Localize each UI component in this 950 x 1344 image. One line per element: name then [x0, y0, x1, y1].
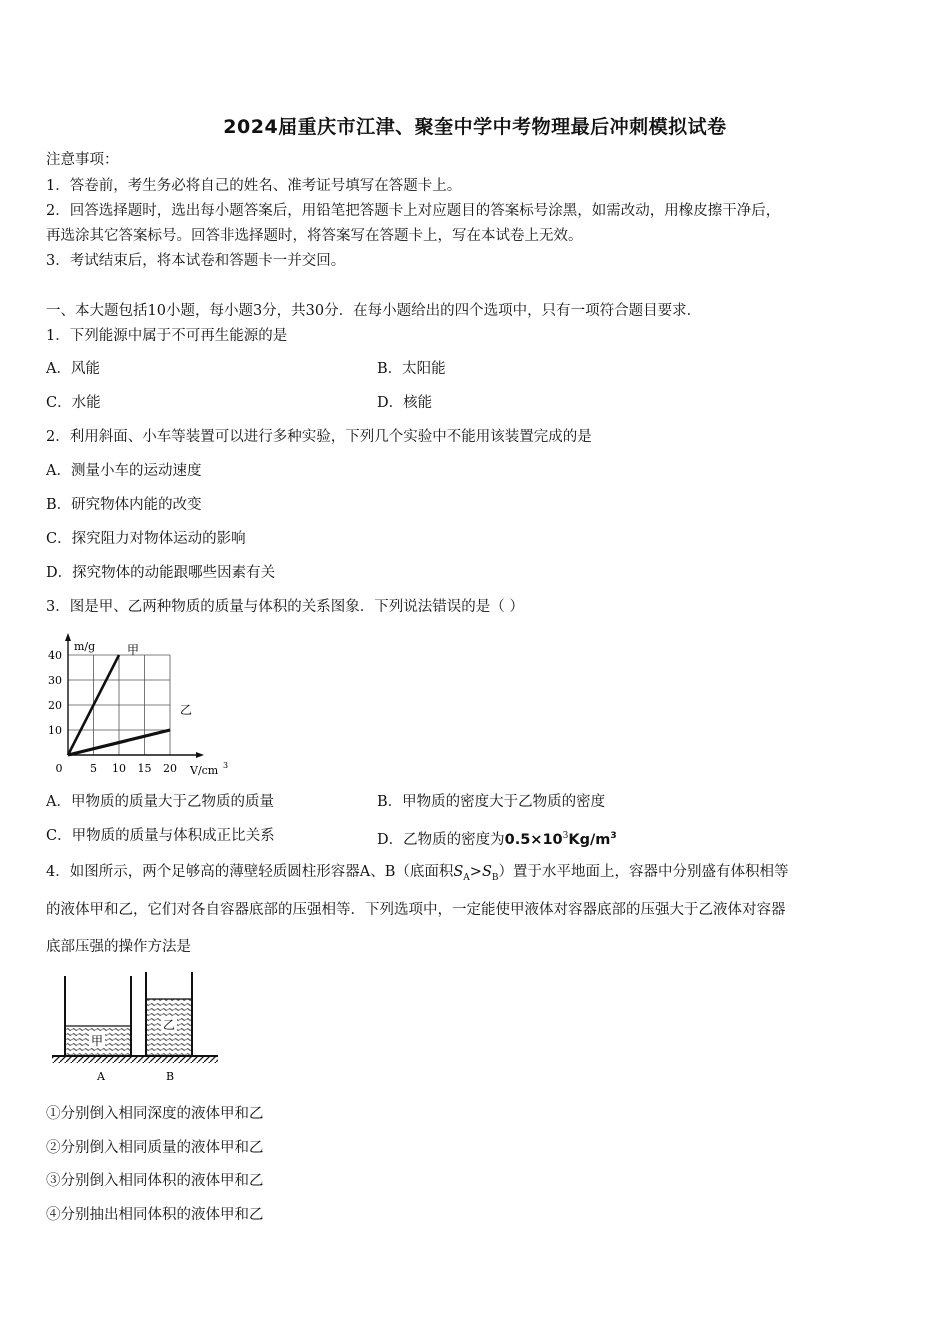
q4-option-3[interactable]: ③分别倒入相同体积的液体甲和乙	[46, 1173, 264, 1189]
q4-sa: S	[453, 864, 464, 880]
y-tick-label: 20	[48, 699, 62, 712]
notice-item-1: 1．答卷前，考生务必将自己的姓名、准考证号填写在答题卡上。	[46, 178, 462, 194]
q3-option-d-prefix: D．乙物质的密度为	[377, 831, 505, 848]
y-tick-label: 10	[48, 724, 62, 737]
q2-option-b[interactable]: B．研究物体内能的改变	[46, 497, 202, 513]
notice-heading: 注意事项：	[46, 152, 119, 168]
y-axis-arrow	[65, 633, 71, 641]
q4-stem-line3: 底部压强的操作方法是	[46, 939, 191, 955]
mass-volume-chart	[40, 628, 240, 778]
ground	[52, 1056, 218, 1063]
q4-stem-line1	[46, 862, 789, 888]
q4-sa-sub: A	[463, 872, 470, 883]
y-axis-label: m/g	[74, 640, 96, 653]
q3-option-d-unit-exp: 3	[610, 831, 617, 841]
q4-sb: S	[481, 864, 492, 880]
q3-option-d[interactable]	[377, 826, 617, 850]
q1-option-c[interactable]: C．水能	[46, 395, 101, 411]
section-heading: 一、本大题包括10小题，每小题3分，共30分．在每小题给出的四个选项中，只有一项符合题目要求．	[46, 303, 702, 319]
page-title: 2024届重庆市江津、聚奎中学中考物理最后冲刺模拟试卷	[223, 116, 727, 138]
q1-option-d[interactable]: D．核能	[377, 395, 433, 411]
q2-option-c[interactable]: C．探究阻力对物体运动的影响	[46, 531, 246, 547]
q4-stem-part-a: 4．如图所示，两个足够高的薄壁轻质圆柱形容器A、B（底面积	[46, 864, 454, 880]
series-name-jia: 甲	[127, 643, 140, 657]
q3-stem: 3．图是甲、乙两种物质的质量与体积的关系图象．下列说法错误的是（ ）	[46, 599, 524, 615]
x-tick-label: 20	[163, 762, 177, 775]
q4-gt: >	[469, 864, 482, 880]
q1-option-b[interactable]: B．太阳能	[377, 361, 446, 377]
q3-option-c[interactable]: C．甲物质的质量与体积成正比关系	[46, 828, 275, 844]
label-jia: 甲	[90, 1034, 104, 1048]
x-tick-label: 15	[137, 762, 152, 775]
q3-option-d-unit: Kg/m	[568, 831, 611, 848]
q3-option-d-value: 0.5×10	[504, 831, 563, 848]
x-axis-arrow	[196, 752, 204, 758]
label-a: A	[97, 1070, 105, 1083]
q1-option-a[interactable]: A．风能	[46, 361, 100, 377]
x-tick-label: 0	[55, 762, 63, 775]
x-tick-label: 5	[90, 762, 97, 775]
notice-item-3: 3．考试结束后，将本试卷和答题卡一并交回。	[46, 253, 346, 269]
x-tick-label: 10	[112, 762, 126, 775]
q4-stem-line2: 的液体甲和乙，它们对各自容器底部的压强相等．下列选项中，一定能使甲液体对容器底部的压强大于乙液体对容器	[46, 902, 786, 918]
q4-option-4[interactable]: ④分别抽出相同体积的液体甲和乙	[46, 1207, 264, 1223]
q4-sb-sub: B	[491, 872, 499, 883]
notice-item-2: 2．回答选择题时，选出每小题答案后，用铅笔把答题卡上对应题目的答案标号涂黑，如需改动，用橡皮擦干净后，	[46, 203, 781, 219]
x-axis-label: V/cm	[190, 764, 219, 777]
q3-option-a[interactable]: A．甲物质的质量大于乙物质的质量	[46, 794, 274, 810]
q4-option-2[interactable]: ②分别倒入相同质量的液体甲和乙	[46, 1140, 264, 1156]
y-tick-label: 30	[48, 674, 62, 687]
x-axis-label-exp: 3	[223, 761, 229, 770]
containers-figure	[48, 972, 228, 1084]
chart-labels	[48, 640, 228, 777]
label-b: B	[165, 1070, 175, 1083]
chart-grid	[68, 655, 170, 755]
notice-item-2-cont: 再选涂其它答案标号。回答非选择题时，将答案写在答题卡上，写在本试卷上无效。	[46, 228, 583, 244]
q4-stem-part-b: ）置于水平地面上，容器中分别盛有体积相等	[498, 864, 789, 880]
label-yi: 乙	[162, 1018, 176, 1032]
q2-option-a[interactable]: A．测量小车的运动速度	[46, 463, 202, 479]
q1-stem: 1．下列能源中属于不可再生能源的是	[46, 328, 288, 344]
q3-option-b[interactable]: B．甲物质的密度大于乙物质的密度	[377, 794, 606, 810]
series-name-yi: 乙	[180, 703, 193, 717]
q2-option-d[interactable]: D．探究物体的动能跟哪些因素有关	[46, 565, 276, 581]
y-tick-label: 40	[48, 649, 62, 662]
q3-option-d-exp: 3	[562, 831, 569, 841]
q2-stem: 2．利用斜面、小车等装置可以进行多种实验，下列几个实验中不能用该装置完成的是	[46, 429, 592, 445]
q4-option-1[interactable]: ①分别倒入相同深度的液体甲和乙	[46, 1106, 264, 1122]
